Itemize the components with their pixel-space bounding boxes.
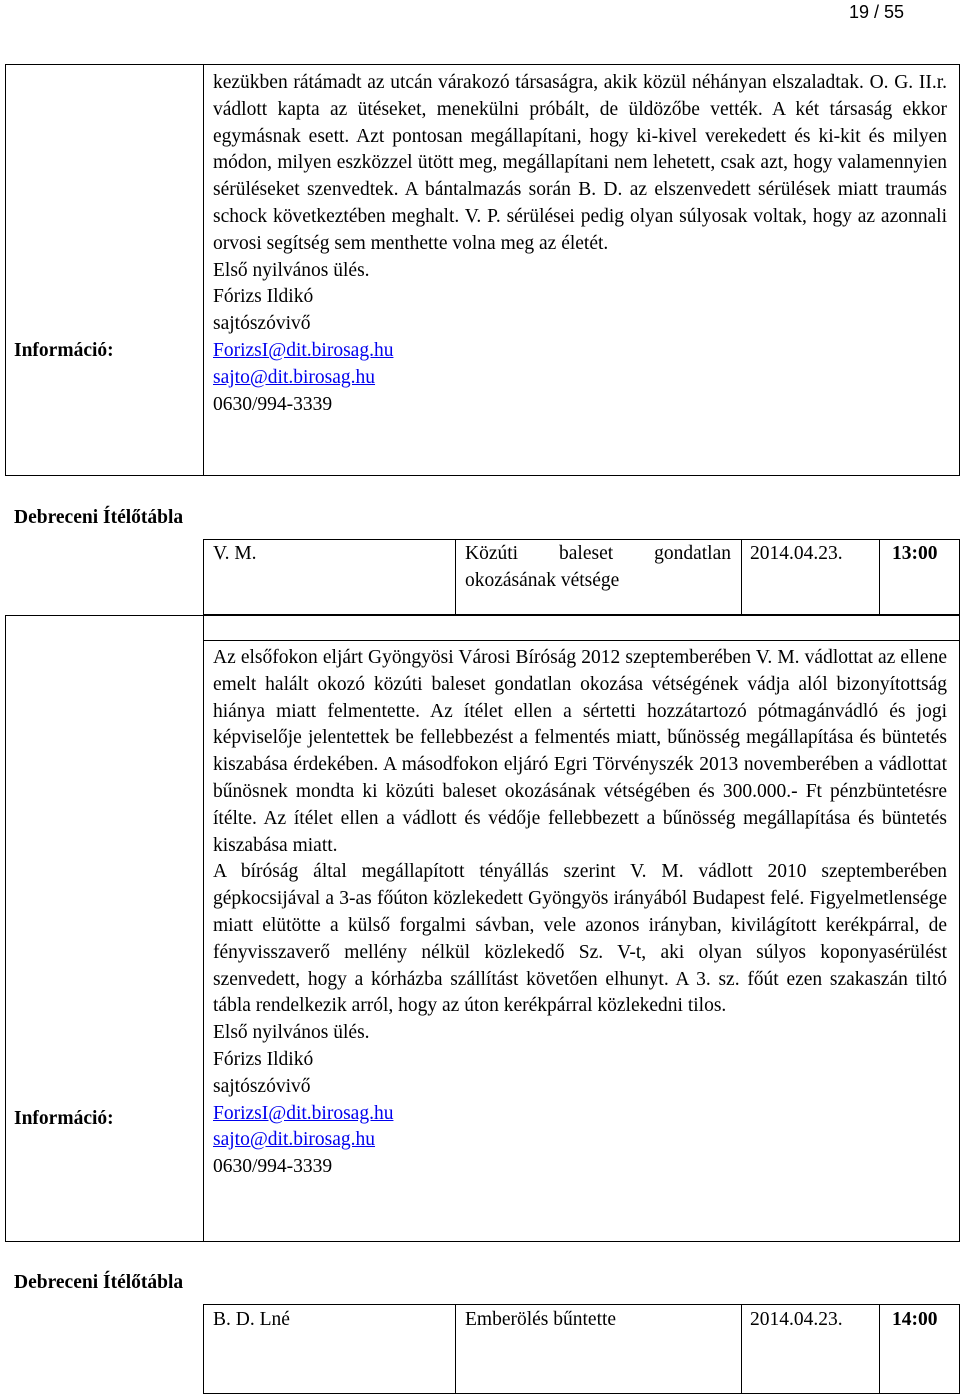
email-link-forizs[interactable]: ForizsI@dit.birosag.hu: [213, 1102, 394, 1124]
info-label: Információ:: [14, 340, 114, 361]
court-heading: Debreceni Ítélőtábla: [14, 1272, 184, 1293]
case-description: Az elsőfokon eljárt Gyöngyösi Városi Bíróság 2012 szeptemberében V. M. vádlottat az ellene emelt halált okozó közúti baleset gondatlan okozása vétségének vádja alól bizonyítottság hiánya miatt felmentette. Az ítélet ellen a sértetti hozzátartozó pótmagánvádló és jogi képviselője jelentettek be fellebbezést a felmentés miatt, bűnösség megállapítása és büntetés kiszabása érdekében. A másodfokon eljáró Egri Törvényszék 2013 novemberében a vádlottat bűnösnek mondta ki közúti baleset okozásának vétségében és 300.000.- Ft pénzbüntetésre ítélte. Az ítélet ellen a vádlott és védője fellebbezett a bűnösség megállapítása és büntetés kiszabása miatt.: [213, 647, 947, 856]
facts-description: A bíróság által megállapított tényállás szerint V. M. vádlott 2010 szeptemberében gépkocsijával a 3-as főúton közlekedett Gyöngyös irányából Budapest felé. Figyelmetlensége miatt elütötte a külső forgalmi sávban, vele azonos irányban, kivilágított kerékpárral, de fényvisszaverő mellény nélkül közlekedő Sz. V-t, aki olyan súlyos koponyasérülést szenvedett, hogy a kórházba szállítást követően elhunyt. A 3. sz. főút ezen szakaszán tiltó tábla rendelkezik arról, hogy az úton kerékpárral közlekedni tilos.: [213, 861, 947, 1017]
info-content-1: [213, 70, 947, 418]
info-table-2-rule: [203, 640, 960, 641]
page-number: 19 / 55: [848, 2, 904, 22]
info-content-2: [213, 645, 947, 1181]
defendant-name: B. D. Lné: [213, 1309, 290, 1330]
case-row-2-divider: [741, 1304, 742, 1394]
defendant-name: V. M.: [213, 543, 257, 564]
contact-role: sajtószóvivő: [213, 1075, 311, 1097]
hearing-time: 13:00: [892, 543, 938, 564]
contact-name: Fórizs Ildikó: [213, 286, 314, 308]
email-link-sajto[interactable]: sajto@dit.birosag.hu: [213, 366, 376, 388]
email-link-forizs[interactable]: ForizsI@dit.birosag.hu: [213, 339, 394, 361]
hearing-time: 14:00: [892, 1309, 938, 1330]
case-row-2-divider: [879, 1304, 880, 1394]
email-link-sajto[interactable]: sajto@dit.birosag.hu: [213, 1129, 376, 1151]
case-row-1-divider: [455, 539, 456, 615]
case-row-2-divider: [455, 1304, 456, 1394]
hearing-date: 2014.04.23.: [750, 543, 843, 564]
hearing-type: Első nyilvános ülés.: [213, 259, 370, 281]
info-table-1-divider: [203, 64, 204, 476]
contact-phone: 0630/994-3339: [213, 1156, 333, 1178]
contact-name: Fórizs Ildikó: [213, 1048, 314, 1070]
hearing-type: Első nyilvános ülés.: [213, 1022, 370, 1044]
charge: Közúti baleset gondatlan okozásának vétsége: [465, 543, 731, 591]
court-heading: Debreceni Ítélőtábla: [14, 507, 184, 528]
info-table-2-divider: [203, 615, 204, 1242]
contact-role: sajtószóvivő: [213, 313, 311, 335]
contact-phone: 0630/994-3339: [213, 393, 333, 415]
case-row-1-divider: [741, 539, 742, 615]
case-row-1-divider: [879, 539, 880, 615]
info-label: Információ:: [14, 1108, 114, 1129]
case-description: kezükben rátámadt az utcán várakozó társaságra, akik közül néhányan elszaladtak. O. G. II.r. vádlott kapta az ütéseket, menekülni próbált, de üldözőbe vették. A két társaság ekkor egymásnak esett. Azt pontosan megállapítani, hogy ki-kivel verekedett és ki-kit és milyen módon, milyen eszközzel ütött meg, megállapítani nem lehetett, csak azt, hogy valamennyien sérüléseket szenvedtek. A bántalmazás során B. D. az elszenvedett sérülések miatt traumás schock következtében meghalt. V. P. sérülései pedig olyan súlyosak voltak, hogy az azonnali orvosi segítség sem menthette volna meg az életét.: [213, 72, 947, 254]
hearing-date: 2014.04.23.: [750, 1309, 843, 1330]
charge: Emberölés bűntette: [465, 1309, 617, 1330]
